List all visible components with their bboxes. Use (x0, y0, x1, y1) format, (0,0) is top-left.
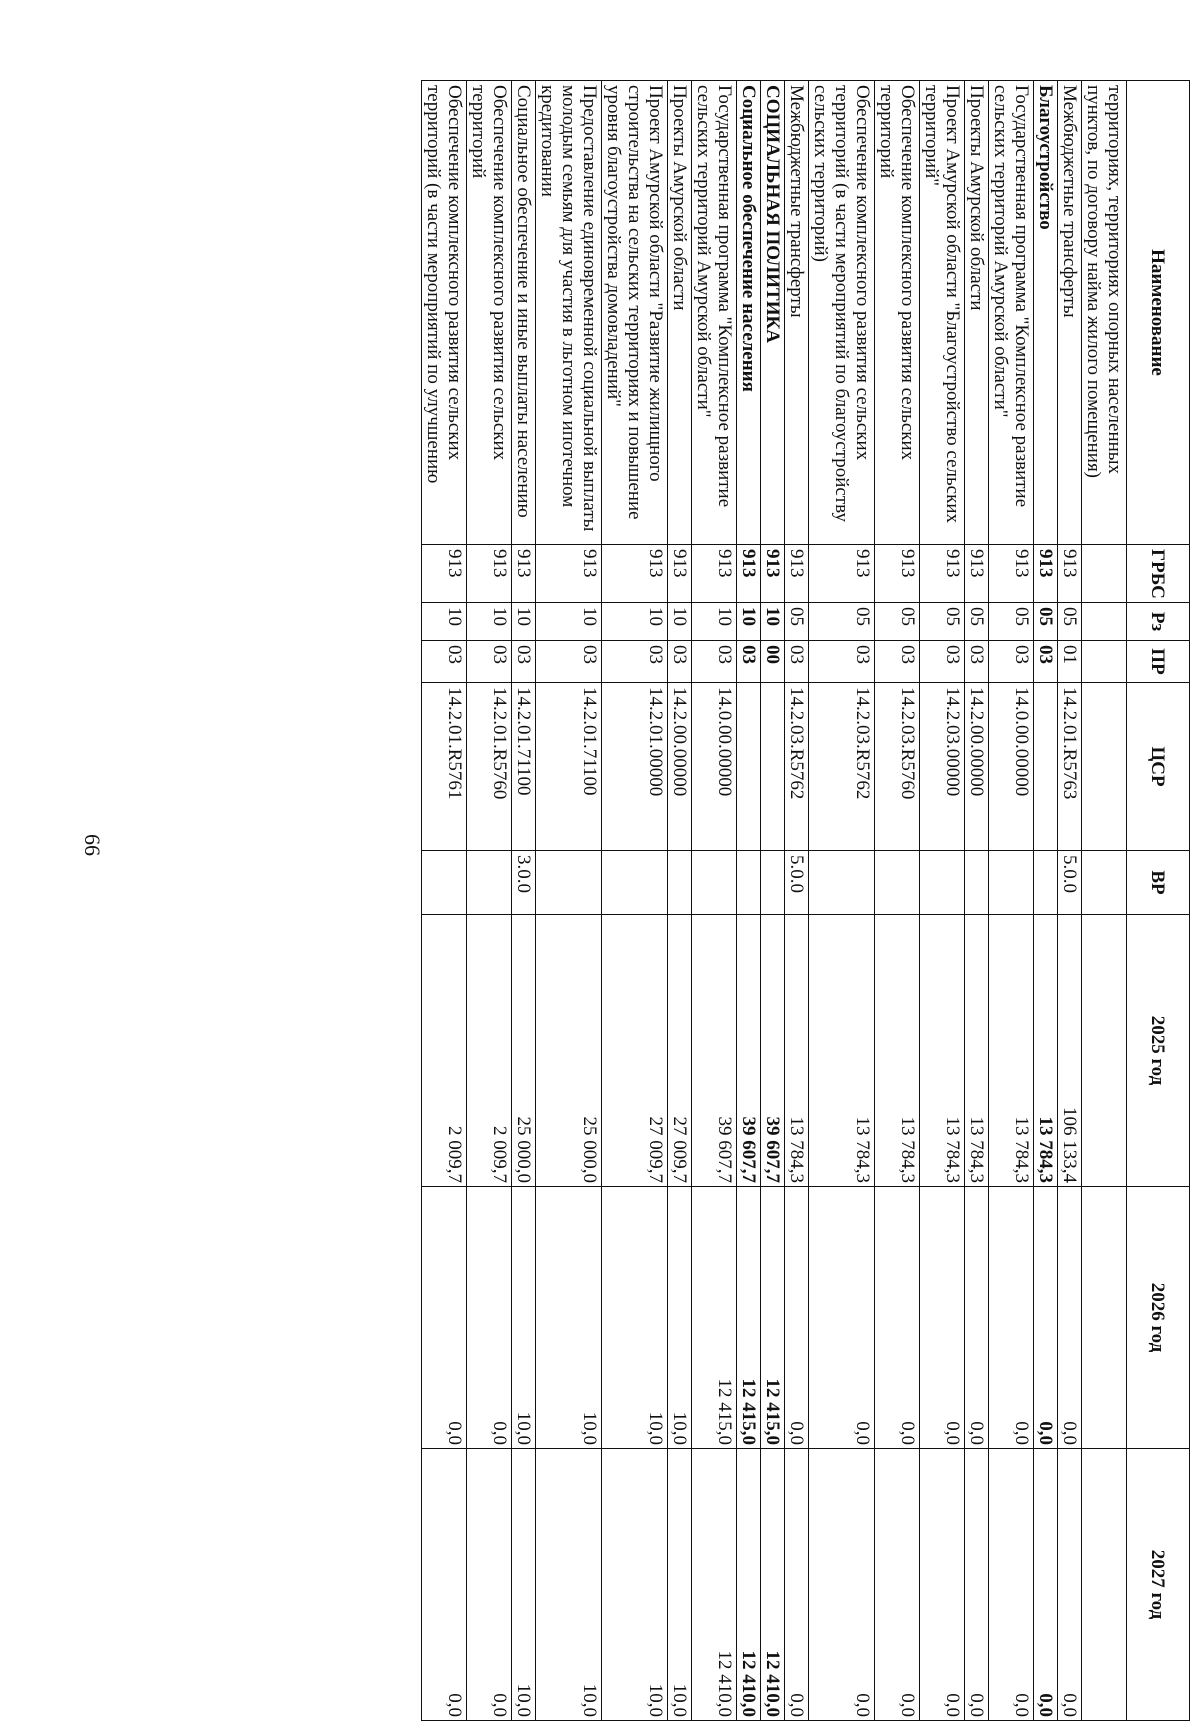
cell-csr: 14.2.00.00000 (965, 683, 989, 851)
cell-grbs: 913 (467, 545, 512, 603)
cell-name: Государственная программа "Комплексное развитие сельских территорий Амурской области" (692, 81, 737, 545)
cell-csr (737, 683, 761, 851)
cell-2025: 13 784,3 (875, 915, 920, 1187)
cell-rz: 10 (536, 603, 602, 641)
cell-2027: 0,0 (785, 1449, 809, 1721)
cell-2027: 0,0 (965, 1449, 989, 1721)
table-row (965, 81, 989, 1721)
cell-grbs: 913 (512, 545, 536, 603)
cell-2027: 0,0 (920, 1449, 965, 1721)
cell-vr (422, 851, 467, 915)
table-row (761, 81, 785, 1721)
table-row (1082, 81, 1127, 1721)
cell-2025: 13 784,3 (965, 915, 989, 1187)
cell-csr: 14.2.01.71100 (512, 683, 536, 851)
cell-vr: 5.0.0 (1058, 851, 1082, 915)
cell-pr: 03 (809, 641, 875, 683)
cell-2025: 13 784,3 (809, 915, 875, 1187)
table-header-row (1127, 81, 1190, 1721)
header-2026: 2026 год (1127, 1187, 1190, 1449)
cell-grbs: 913 (965, 545, 989, 603)
cell-name: Благоустройство (1034, 81, 1058, 545)
cell-2025: 13 784,3 (1034, 915, 1058, 1187)
table-row (809, 81, 875, 1721)
cell-2027: 10,0 (512, 1449, 536, 1721)
cell-vr (668, 851, 692, 915)
cell-name: территориях, территориях опорных населенных пунктов, по договору найма жилого помещения) (1082, 81, 1127, 545)
cell-grbs: 913 (536, 545, 602, 603)
cell-vr (536, 851, 602, 915)
cell-2027: 12 410,0 (737, 1449, 761, 1721)
cell-2026: 10,0 (602, 1187, 668, 1449)
cell-vr (1034, 851, 1058, 915)
cell-pr: 03 (737, 641, 761, 683)
cell-grbs: 913 (422, 545, 467, 603)
cell-2026: 12 415,0 (692, 1187, 737, 1449)
cell-2025: 13 784,3 (989, 915, 1034, 1187)
cell-rz: 10 (602, 603, 668, 641)
cell-2025: 13 784,3 (920, 915, 965, 1187)
cell-rz: 05 (989, 603, 1034, 641)
table-row (602, 81, 668, 1721)
table-body (422, 81, 1127, 1721)
table-row (737, 81, 761, 1721)
cell-rz: 05 (920, 603, 965, 641)
cell-rz: 10 (467, 603, 512, 641)
cell-2026: 0,0 (809, 1187, 875, 1449)
cell-2025: 2 009,7 (422, 915, 467, 1187)
cell-2027: 10,0 (602, 1449, 668, 1721)
cell-vr (737, 851, 761, 915)
cell-vr: 5.0.0 (785, 851, 809, 915)
header-pr: ПР (1127, 641, 1190, 683)
cell-vr (692, 851, 737, 915)
table-row (467, 81, 512, 1721)
cell-rz (1082, 603, 1127, 641)
cell-csr: 14.2.01.R5763 (1058, 683, 1082, 851)
cell-2025: 39 607,7 (692, 915, 737, 1187)
cell-name: Социальное обеспечение населения (737, 81, 761, 545)
cell-2025: 13 784,3 (785, 915, 809, 1187)
cell-rz: 05 (1058, 603, 1082, 641)
header-name: Наименование (1127, 81, 1190, 545)
header-rz: Рз (1127, 603, 1190, 641)
cell-2025: 27 009,7 (668, 915, 692, 1187)
budget-table (421, 80, 1190, 1721)
cell-pr: 03 (536, 641, 602, 683)
cell-2026 (1082, 1187, 1127, 1449)
cell-2026: 10,0 (668, 1187, 692, 1449)
cell-pr: 03 (1034, 641, 1058, 683)
cell-rz: 10 (422, 603, 467, 641)
cell-csr (761, 683, 785, 851)
cell-name: Проект Амурской области "Благоустройство сельских территорий" (920, 81, 965, 545)
cell-pr: 01 (1058, 641, 1082, 683)
cell-2025: 27 009,7 (602, 915, 668, 1187)
cell-pr: 03 (512, 641, 536, 683)
cell-2026: 0,0 (422, 1187, 467, 1449)
cell-pr: 03 (965, 641, 989, 683)
cell-vr (875, 851, 920, 915)
cell-2027: 0,0 (809, 1449, 875, 1721)
cell-csr: 14.0.00.00000 (989, 683, 1034, 851)
cell-2027: 0,0 (875, 1449, 920, 1721)
table-row (692, 81, 737, 1721)
table-row (512, 81, 536, 1721)
cell-2026: 12 415,0 (737, 1187, 761, 1449)
cell-csr: 14.2.01.71100 (536, 683, 602, 851)
cell-grbs: 913 (668, 545, 692, 603)
cell-rz: 05 (965, 603, 989, 641)
header-grbs: ГРБС (1127, 545, 1190, 603)
cell-2026: 0,0 (920, 1187, 965, 1449)
cell-vr (809, 851, 875, 915)
cell-name: Проект Амурской области "Развитие жилищного строительства на сельских территориях и повышение уровня благоустройства домовладений" (602, 81, 668, 545)
header-csr: ЦСР (1127, 683, 1190, 851)
cell-vr (761, 851, 785, 915)
cell-grbs: 913 (920, 545, 965, 603)
cell-2026: 0,0 (1058, 1187, 1082, 1449)
cell-csr: 14.2.01.00000 (602, 683, 668, 851)
cell-vr (965, 851, 989, 915)
cell-csr: 14.2.03.R5762 (785, 683, 809, 851)
cell-pr: 03 (692, 641, 737, 683)
table-row (1034, 81, 1058, 1721)
cell-name: Межбюджетные трансферты (1058, 81, 1082, 545)
cell-name: Проекты Амурской области (965, 81, 989, 545)
cell-csr (1082, 683, 1127, 851)
cell-rz: 05 (875, 603, 920, 641)
cell-grbs: 913 (785, 545, 809, 603)
cell-name: Государственная программа "Комплексное развитие сельских территорий Амурской области" (989, 81, 1034, 545)
table-row (668, 81, 692, 1721)
header-vr: ВР (1127, 851, 1190, 915)
cell-2026: 0,0 (785, 1187, 809, 1449)
cell-pr: 03 (989, 641, 1034, 683)
cell-2027: 12 410,0 (761, 1449, 785, 1721)
cell-pr: 03 (422, 641, 467, 683)
cell-pr: 03 (602, 641, 668, 683)
cell-vr (467, 851, 512, 915)
cell-name: СОЦИАЛЬНАЯ ПОЛИТИКА (761, 81, 785, 545)
cell-vr (602, 851, 668, 915)
cell-grbs: 913 (809, 545, 875, 603)
cell-rz: 05 (809, 603, 875, 641)
cell-2026: 0,0 (467, 1187, 512, 1449)
cell-2025 (1082, 915, 1127, 1187)
cell-csr: 14.2.03.R5762 (809, 683, 875, 851)
cell-2027: 10,0 (668, 1449, 692, 1721)
cell-csr: 14.2.03.R5760 (875, 683, 920, 851)
cell-name: Предоставление единовременной социальной выплаты молодым семьям для участия в льготном ипотечном кредитовании (536, 81, 602, 545)
cell-csr (1034, 683, 1058, 851)
cell-name: Обеспечение комплексного развития сельских территорий (в части мероприятий по благоустройству сельских территорий) (809, 81, 875, 545)
cell-2027: 0,0 (422, 1449, 467, 1721)
cell-grbs: 913 (1034, 545, 1058, 603)
cell-vr (920, 851, 965, 915)
cell-name: Обеспечение комплексного развития сельских территорий (467, 81, 512, 545)
cell-pr: 00 (761, 641, 785, 683)
cell-grbs: 913 (989, 545, 1034, 603)
cell-2026: 12 415,0 (761, 1187, 785, 1449)
cell-csr: 14.2.00.00000 (668, 683, 692, 851)
cell-pr: 03 (467, 641, 512, 683)
cell-csr: 14.2.03.00000 (920, 683, 965, 851)
cell-2026: 0,0 (989, 1187, 1034, 1449)
table-row (422, 81, 467, 1721)
cell-csr: 14.0.00.00000 (692, 683, 737, 851)
cell-rz: 05 (785, 603, 809, 641)
table-row (989, 81, 1034, 1721)
cell-name: Социальное обеспечение и иные выплаты населению (512, 81, 536, 545)
cell-2026: 0,0 (875, 1187, 920, 1449)
cell-grbs: 913 (761, 545, 785, 603)
cell-rz: 10 (668, 603, 692, 641)
cell-grbs: 913 (737, 545, 761, 603)
cell-2025: 2 009,7 (467, 915, 512, 1187)
cell-vr (989, 851, 1034, 915)
cell-2027: 0,0 (467, 1449, 512, 1721)
page-number: 66 (80, 834, 105, 856)
cell-2027: 12 410,0 (692, 1449, 737, 1721)
header-2025: 2025 год (1127, 915, 1190, 1187)
cell-rz: 05 (1034, 603, 1058, 641)
cell-grbs: 913 (692, 545, 737, 603)
cell-2025: 106 133,4 (1058, 915, 1082, 1187)
table-row (920, 81, 965, 1721)
cell-2027: 10,0 (536, 1449, 602, 1721)
budget-table-sheet (180, 80, 1190, 1720)
cell-pr: 03 (785, 641, 809, 683)
cell-2027: 0,0 (1058, 1449, 1082, 1721)
cell-rz: 10 (692, 603, 737, 641)
cell-pr: 03 (668, 641, 692, 683)
cell-rz: 10 (512, 603, 536, 641)
table-row (1058, 81, 1082, 1721)
cell-2025: 39 607,7 (761, 915, 785, 1187)
cell-pr: 03 (875, 641, 920, 683)
cell-grbs: 913 (602, 545, 668, 603)
cell-vr (1082, 851, 1127, 915)
cell-2027: 0,0 (1034, 1449, 1058, 1721)
cell-rz: 10 (761, 603, 785, 641)
table-row (536, 81, 602, 1721)
cell-csr: 14.2.01.R5760 (467, 683, 512, 851)
cell-rz: 10 (737, 603, 761, 641)
cell-2026: 10,0 (536, 1187, 602, 1449)
cell-csr: 14.2.01.R5761 (422, 683, 467, 851)
table-row (785, 81, 809, 1721)
cell-name: Обеспечение комплексного развития сельских территорий (в части мероприятий по улучшению (422, 81, 467, 545)
cell-vr: 3.0.0 (512, 851, 536, 915)
table-row (875, 81, 920, 1721)
cell-2025: 25 000,0 (512, 915, 536, 1187)
header-2027: 2027 год (1127, 1449, 1190, 1721)
cell-grbs: 913 (1058, 545, 1082, 603)
cell-grbs (1082, 545, 1127, 603)
cell-grbs: 913 (875, 545, 920, 603)
cell-name: Проекты Амурской области (668, 81, 692, 545)
cell-2026: 0,0 (1034, 1187, 1058, 1449)
cell-2026: 0,0 (965, 1187, 989, 1449)
cell-name: Межбюджетные трансферты (785, 81, 809, 545)
cell-2026: 10,0 (512, 1187, 536, 1449)
cell-pr (1082, 641, 1127, 683)
cell-name: Обеспечение комплексного развития сельских территорий (875, 81, 920, 545)
cell-pr: 03 (920, 641, 965, 683)
cell-2025: 39 607,7 (737, 915, 761, 1187)
cell-2027: 0,0 (989, 1449, 1034, 1721)
cell-2027 (1082, 1449, 1127, 1721)
cell-2025: 25 000,0 (536, 915, 602, 1187)
